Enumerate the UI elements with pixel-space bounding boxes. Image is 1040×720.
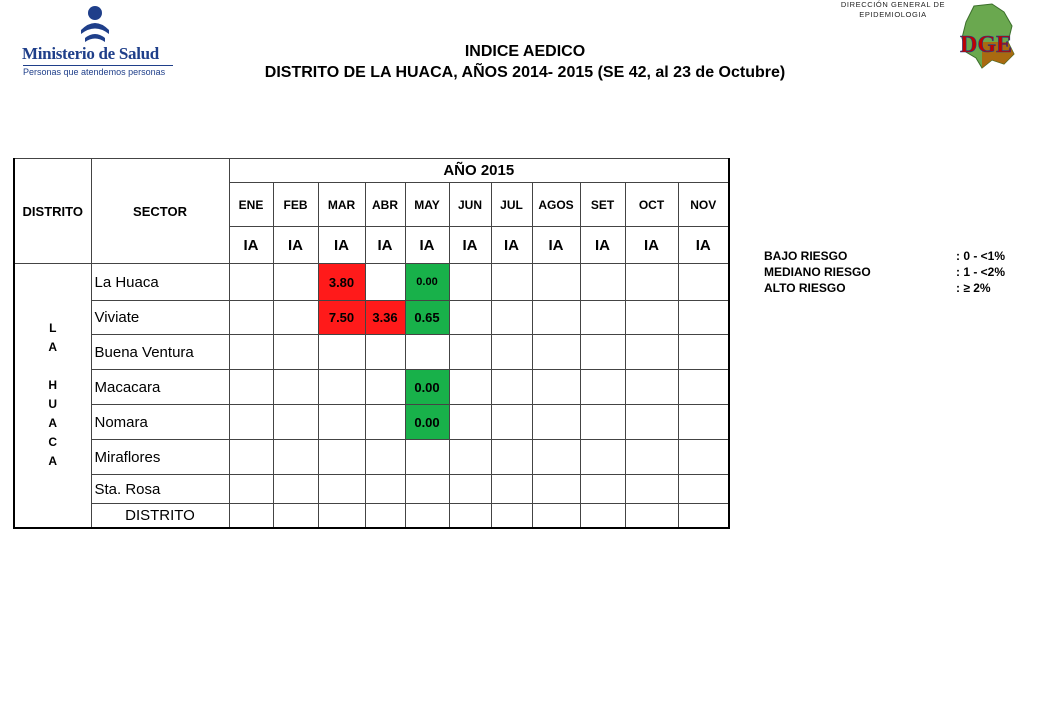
- ia-value-cell: [229, 475, 273, 504]
- district-letter: [15, 357, 91, 376]
- ia-value-cell: [491, 370, 532, 405]
- table-row: [14, 405, 729, 440]
- table-row: [14, 301, 729, 335]
- ia-value-cell: 3.80: [318, 264, 365, 301]
- ia-value-cell: [449, 405, 491, 440]
- risk-legend: [764, 248, 1005, 296]
- district-total-cell: [229, 504, 273, 528]
- district-letter: L: [49, 321, 57, 336]
- ia-value-cell: [625, 335, 678, 370]
- district-column-header: DISTRITO: [14, 159, 91, 264]
- ia-value-cell: [625, 301, 678, 335]
- ia-value-cell: [365, 440, 405, 475]
- table-row: [14, 440, 729, 475]
- ia-value-cell: [318, 440, 365, 475]
- ia-value-cell: [625, 264, 678, 301]
- ia-value-cell: [273, 475, 318, 504]
- district-total-cell: [449, 504, 491, 528]
- ia-value-cell: [318, 335, 365, 370]
- title-line1: INDICE AEDICO: [464, 43, 586, 60]
- ia-value-cell: [365, 335, 405, 370]
- ia-value-cell: [491, 301, 532, 335]
- sector-name: Miraflores: [91, 440, 229, 475]
- ia-value-cell: [229, 440, 273, 475]
- month-header: MAR: [318, 183, 365, 227]
- ia-value-cell: [318, 475, 365, 504]
- ia-value-cell: [449, 301, 491, 335]
- ia-value-cell: [449, 440, 491, 475]
- ministry-name: Ministerio de Salud: [22, 44, 159, 63]
- month-header: OCT: [625, 183, 678, 227]
- ia-value-cell: [580, 301, 625, 335]
- sector-column-header: SECTOR: [91, 159, 229, 264]
- ia-value-cell: [273, 335, 318, 370]
- page-title: [200, 41, 850, 83]
- ia-value-cell: [229, 370, 273, 405]
- ia-value-cell: 3.36: [365, 301, 405, 335]
- ia-subheader: IA: [318, 227, 365, 264]
- ia-value-cell: [491, 264, 532, 301]
- ia-value-cell: [318, 370, 365, 405]
- ia-value-cell: 0.00: [405, 405, 449, 440]
- ia-value-cell: [625, 475, 678, 504]
- district-total-label: DISTRITO: [91, 504, 229, 528]
- ia-subheader: IA: [229, 227, 273, 264]
- ia-value-cell: [273, 370, 318, 405]
- ia-value-cell: 0.65: [405, 301, 449, 335]
- ia-value-cell: [229, 301, 273, 335]
- ia-value-cell: [229, 335, 273, 370]
- ia-subheader: IA: [625, 227, 678, 264]
- ia-value-cell: 0.00: [405, 264, 449, 301]
- ia-value-cell: [532, 301, 580, 335]
- ministry-tagline: Personas que atendemos personas: [23, 65, 173, 77]
- ia-value-cell: [678, 475, 729, 504]
- ia-value-cell: [532, 405, 580, 440]
- ia-value-cell: [491, 440, 532, 475]
- ia-value-cell: [625, 370, 678, 405]
- ia-value-cell: [365, 264, 405, 301]
- ia-value-cell: [491, 405, 532, 440]
- ia-value-cell: 7.50: [318, 301, 365, 335]
- ia-value-cell: [532, 440, 580, 475]
- month-header: MAY: [405, 183, 449, 227]
- ia-value-cell: [580, 440, 625, 475]
- sector-name: Viviate: [91, 301, 229, 335]
- ia-subheader: IA: [580, 227, 625, 264]
- month-header: FEB: [273, 183, 318, 227]
- district-letter: C: [48, 435, 58, 450]
- legend-label: BAJO RIESGO: [764, 249, 848, 263]
- aedic-index-table: [13, 158, 730, 529]
- dge-logo: [952, 2, 1022, 72]
- ia-value-cell: [273, 405, 318, 440]
- district-letter: U: [48, 397, 58, 412]
- ia-value-cell: [580, 475, 625, 504]
- district-total-cell: [405, 504, 449, 528]
- dge-logo-letters: DGE: [960, 32, 1013, 58]
- district-total-cell: [625, 504, 678, 528]
- ia-value-cell: [678, 301, 729, 335]
- ia-value-cell: [678, 264, 729, 301]
- ia-subheader: IA: [532, 227, 580, 264]
- ia-subheader: IA: [449, 227, 491, 264]
- ia-value-cell: [580, 335, 625, 370]
- dge-text-line1: DIRECCIÓN GENERAL DE: [840, 0, 946, 9]
- ia-value-cell: [678, 440, 729, 475]
- legend-range: : 1 - <2%: [956, 265, 1006, 279]
- ia-subheader: IA: [491, 227, 532, 264]
- district-letter: A: [48, 454, 58, 469]
- month-header: SET: [580, 183, 625, 227]
- ia-value-cell: [405, 475, 449, 504]
- peru-map-icon: [952, 2, 1022, 72]
- table-row: [14, 335, 729, 370]
- sector-name: Buena Ventura: [91, 335, 229, 370]
- district-total-cell: [491, 504, 532, 528]
- ia-value-cell: [318, 405, 365, 440]
- legend-item: [764, 248, 1005, 264]
- ia-value-cell: [449, 370, 491, 405]
- ia-value-cell: [532, 264, 580, 301]
- district-name-vertical: [14, 264, 91, 528]
- table-row: [14, 475, 729, 504]
- district-total-cell: [532, 504, 580, 528]
- ia-value-cell: [273, 264, 318, 301]
- ia-value-cell: [678, 335, 729, 370]
- district-total-cell: [273, 504, 318, 528]
- month-header: JUL: [491, 183, 532, 227]
- district-total-row: [14, 504, 729, 528]
- district-letter: A: [48, 416, 58, 431]
- ia-value-cell: [580, 405, 625, 440]
- ministry-emblem-icon: [79, 4, 119, 44]
- month-header: ENE: [229, 183, 273, 227]
- district-total-cell: [365, 504, 405, 528]
- month-header: NOV: [678, 183, 729, 227]
- sector-name: La Huaca: [91, 264, 229, 301]
- ia-value-cell: [405, 440, 449, 475]
- ia-value-cell: [273, 301, 318, 335]
- ia-value-cell: [491, 335, 532, 370]
- ia-value-cell: [625, 440, 678, 475]
- month-header: AGOS: [532, 183, 580, 227]
- ia-value-cell: [625, 405, 678, 440]
- legend-label: MEDIANO RIESGO: [764, 265, 871, 279]
- ministry-logo: [22, 4, 172, 77]
- ia-value-cell: [365, 475, 405, 504]
- sector-name: Sta. Rosa: [91, 475, 229, 504]
- ia-value-cell: [580, 370, 625, 405]
- sector-name: Nomara: [91, 405, 229, 440]
- ia-value-cell: [449, 335, 491, 370]
- month-header: ABR: [365, 183, 405, 227]
- district-letter: A: [48, 340, 58, 355]
- ia-subheader: IA: [365, 227, 405, 264]
- dge-header-text: [828, 0, 958, 20]
- ia-value-cell: [532, 335, 580, 370]
- legend-item: [764, 280, 1005, 296]
- title-line2: DISTRITO DE LA HUACA, AÑOS 2014- 2015 (SE 42, al 23 de Octubre): [264, 64, 786, 81]
- ia-value-cell: [532, 370, 580, 405]
- ia-subheader: IA: [678, 227, 729, 264]
- month-header: JUN: [449, 183, 491, 227]
- ia-value-cell: [229, 264, 273, 301]
- ia-value-cell: [405, 335, 449, 370]
- legend-item: [764, 264, 1005, 280]
- table-row: [14, 264, 729, 301]
- ia-value-cell: [491, 475, 532, 504]
- ia-subheader: IA: [405, 227, 449, 264]
- ia-value-cell: [532, 475, 580, 504]
- district-letter: H: [48, 378, 58, 393]
- district-total-cell: [318, 504, 365, 528]
- ia-value-cell: [678, 405, 729, 440]
- ia-value-cell: [365, 370, 405, 405]
- table-row: [14, 370, 729, 405]
- ia-value-cell: [580, 264, 625, 301]
- ia-value-cell: [229, 405, 273, 440]
- year-header: AÑO 2015: [229, 159, 729, 183]
- district-total-cell: [580, 504, 625, 528]
- sector-name: Macacara: [91, 370, 229, 405]
- ia-value-cell: [449, 475, 491, 504]
- ia-value-cell: 0.00: [405, 370, 449, 405]
- ia-value-cell: [273, 440, 318, 475]
- ia-value-cell: [678, 370, 729, 405]
- dge-text-line2: EPIDEMIOLOGIA: [859, 10, 927, 19]
- ia-value-cell: [449, 264, 491, 301]
- legend-label: ALTO RIESGO: [764, 281, 846, 295]
- legend-range: : ≥ 2%: [956, 281, 991, 295]
- ia-subheader: IA: [273, 227, 318, 264]
- legend-range: : 0 - <1%: [956, 249, 1006, 263]
- district-total-cell: [678, 504, 729, 528]
- ia-value-cell: [365, 405, 405, 440]
